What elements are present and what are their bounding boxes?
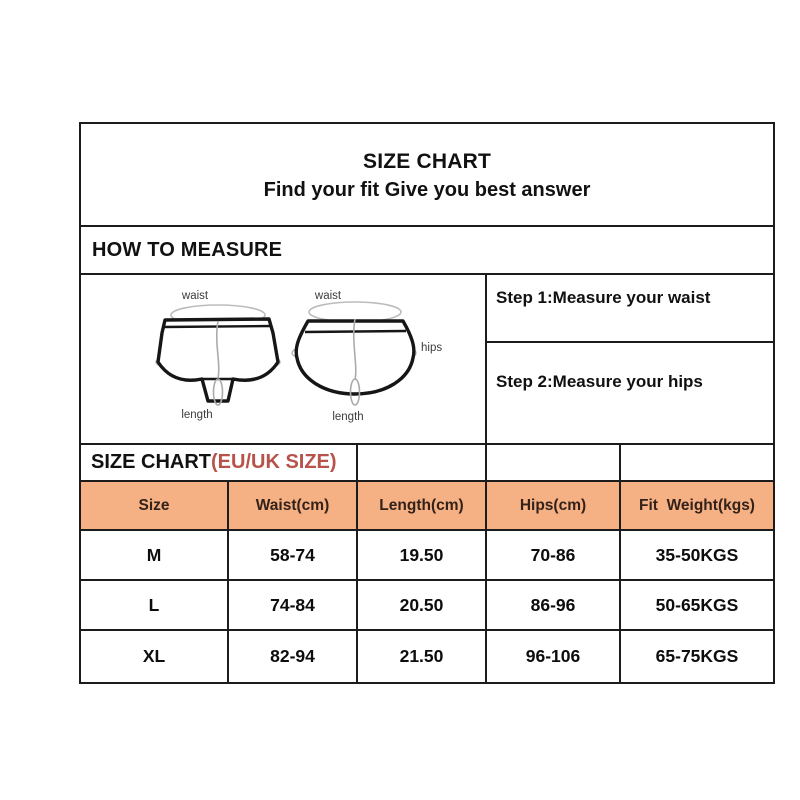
step-1: Step 1:Measure your waist — [487, 275, 773, 343]
cell-waist: 74-84 — [229, 581, 358, 629]
measure-steps — [487, 275, 773, 443]
cell-waist: 58-74 — [229, 531, 358, 579]
column-header-hips: Hips(cm) — [487, 482, 621, 529]
right-hips-label: hips — [421, 342, 443, 354]
table-row — [81, 531, 773, 581]
cell-hips: 96-106 — [487, 631, 621, 682]
cell-size: XL — [81, 631, 229, 682]
cell-hips: 86-96 — [487, 581, 621, 629]
right-waist-label: waist — [314, 290, 342, 302]
right-length-label: length — [332, 411, 364, 423]
table-row — [81, 581, 773, 631]
column-header-size: Size — [81, 482, 229, 529]
column-header-waist: Waist(cm) — [229, 482, 358, 529]
how-to-measure-row — [81, 227, 773, 275]
cell-fit-weight: 65-75KGS — [655, 646, 739, 666]
size-chart-heading-cell — [81, 445, 358, 480]
cell-length: 21.50 — [358, 631, 487, 682]
empty-cell — [358, 445, 487, 480]
left-waist-label: waist — [181, 290, 209, 302]
column-header-length: Length(cm) — [358, 482, 487, 529]
table-header-row — [81, 482, 773, 531]
size-chart-sheet — [79, 122, 775, 684]
cell-fit-weight: 50-65KGS — [655, 594, 739, 615]
left-length-label: length — [181, 409, 213, 421]
column-header-fit-weight: Fit Weight(kgs) — [639, 496, 755, 514]
cell-size: L — [81, 581, 229, 629]
step-2: Step 2:Measure your hips — [496, 372, 703, 391]
title-section — [81, 124, 773, 227]
cell-length: 20.50 — [358, 581, 487, 629]
size-chart-heading-accent: (EU/UK SIZE) — [211, 451, 337, 473]
table-row — [81, 631, 773, 682]
cell-waist: 82-94 — [229, 631, 358, 682]
size-chart-heading-black: SIZE CHART — [91, 451, 211, 473]
cell-length: 19.50 — [358, 531, 487, 579]
cell-size: M — [81, 531, 229, 579]
size-chart-heading — [91, 451, 337, 474]
how-to-measure-heading: HOW TO MEASURE — [92, 238, 283, 261]
cell-fit-weight: 35-50KGS — [655, 544, 739, 565]
page-title: SIZE CHART — [363, 150, 491, 173]
empty-cell — [621, 445, 773, 480]
measure-section — [81, 275, 773, 445]
measure-diagram-cell — [81, 275, 487, 443]
underwear-measure-diagram-icon — [81, 275, 485, 443]
page-subtitle: Find your fit Give you best answer — [263, 179, 591, 201]
size-chart-subheading-row — [81, 445, 773, 482]
cell-hips: 70-86 — [487, 531, 621, 579]
empty-cell — [487, 445, 621, 480]
